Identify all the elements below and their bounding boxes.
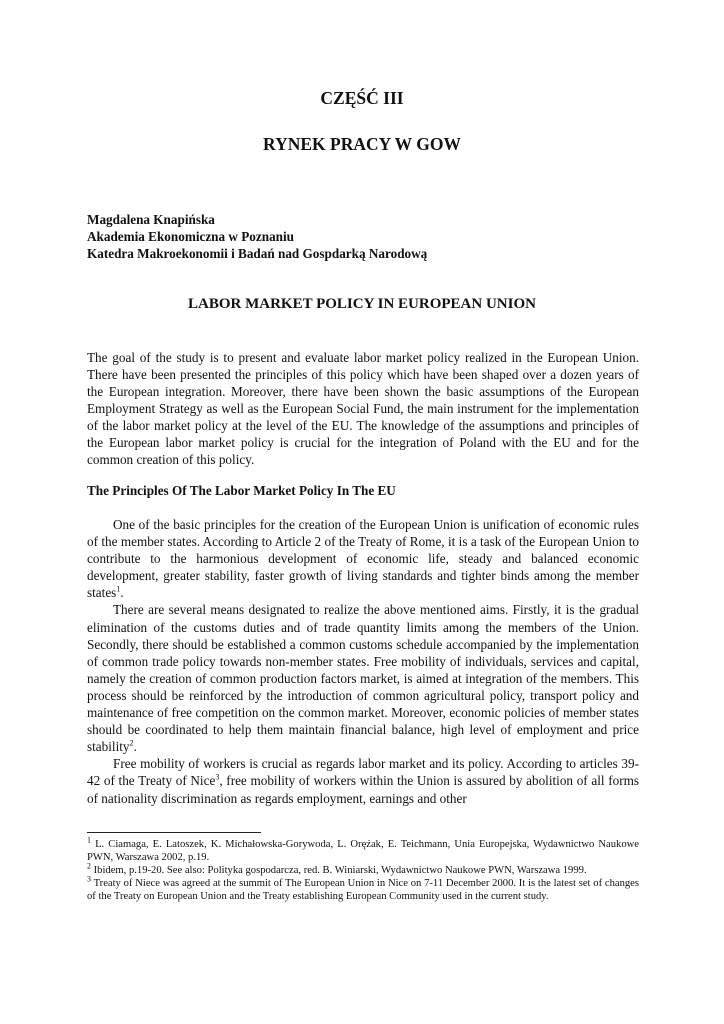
footnote: $^1$ L. Ciamaga, E. Latoszek, K. Michałowska-Gorywoda, L. Oręźak, E. Teichmann, Unia Europejska, Wydawnictwo Naukowe PWN, Warszawa 2002, p.19. [87,835,639,863]
paragraph: One of the basic principles for the creation of the European Union is unification of economic rules of the member states. According to Article 2 of the Treaty of Rome, it is a task of the European Union to contribute to the harmonious development of economic life, steady and balanced economic development, greater stability, faster growth of living standards and tighter binds among the member states$^1$. [87,517,639,601]
section-heading: The Principles Of The Labor Market Policy In The EU [87,483,396,498]
author-name: Magdalena Knapińska [87,212,215,227]
author-institution: Akademia Ekonomiczna w Poznaniu [87,229,294,244]
body-text [87,516,639,807]
author-department: Katedra Makroekonomii i Badań nad Gospdarką Narodową [87,246,428,261]
author-block [87,211,647,262]
footnote: $^2$ Ibidem, p.19-20. See also: Polityka gospodarcza, red. B. Winiarski, Wydawnictwo Naukowe PWN, Warszawa 1999. [87,861,587,876]
footnote-number: 3 [87,874,91,884]
paragraph: There are several means designated to realize the above mentioned aims. Firstly, it is the gradual elimination of the customs duties and of trade quantity limits among the members of the Union. Secondly, there should be established a common customs schedule accompanied by the implementation of common trade policy towards non-member states. Free mobility of individuals, services and capital, namely the creation of common production factors market, is aimed at integration of the members. This process should be reinforced by the introduction of common agricultural policy, transport policy and maintenance of free competition on the common market. Moreover, economic policies of member states should be coordinated to help them maintain financial balance, high level of employment and price stability$^2$. [87,602,639,755]
footnote: $^3$ Treaty of Niece was agreed at the summit of The European Union in Nice on 7-11 December 2000. It is the latest set of changes of the Treaty on European Union and the Treaty establishing European Community used in the current study. [87,874,639,902]
article-title: LABOR MARKET POLICY IN EUROPEAN UNION [188,296,536,312]
footnote-ref[interactable]: 3 [215,773,220,783]
footnote-ref[interactable]: 1 [116,584,121,594]
paragraph: Free mobility of workers is crucial as regards labor market and its policy. According to articles 39-42 of the Treaty of Nice$^3$, free mobility of workers within the Union is assured by abolition of all forms of nationality discrimination as regards employment, earnings and other [87,756,640,806]
footnote-separator [87,832,261,833]
chapter-title: RYNEK PRACY W GOW [263,134,461,154]
footnote-number: 1 [87,835,91,845]
footnote-ref[interactable]: 2 [129,738,134,748]
footnotes [87,835,639,903]
part-title: CZĘŚĆ III [320,88,404,108]
footnote-number: 2 [87,861,91,871]
abstract: The goal of the study is to present and evaluate labor market policy realized in the European Union. There have been presented the principles of this policy which have been shaped over a dozen years of the European integration. Moreover, there have been shown the basic assumptions of the European Employment Strategy as well as the European Social Fund, the main instrument for the implementation of the labor market policy at the level of the EU. The knowledge of the assumptions and principles of the European labor market policy is crucial for the integration of Poland with the EU and for the common creation of this policy. [87,350,639,467]
